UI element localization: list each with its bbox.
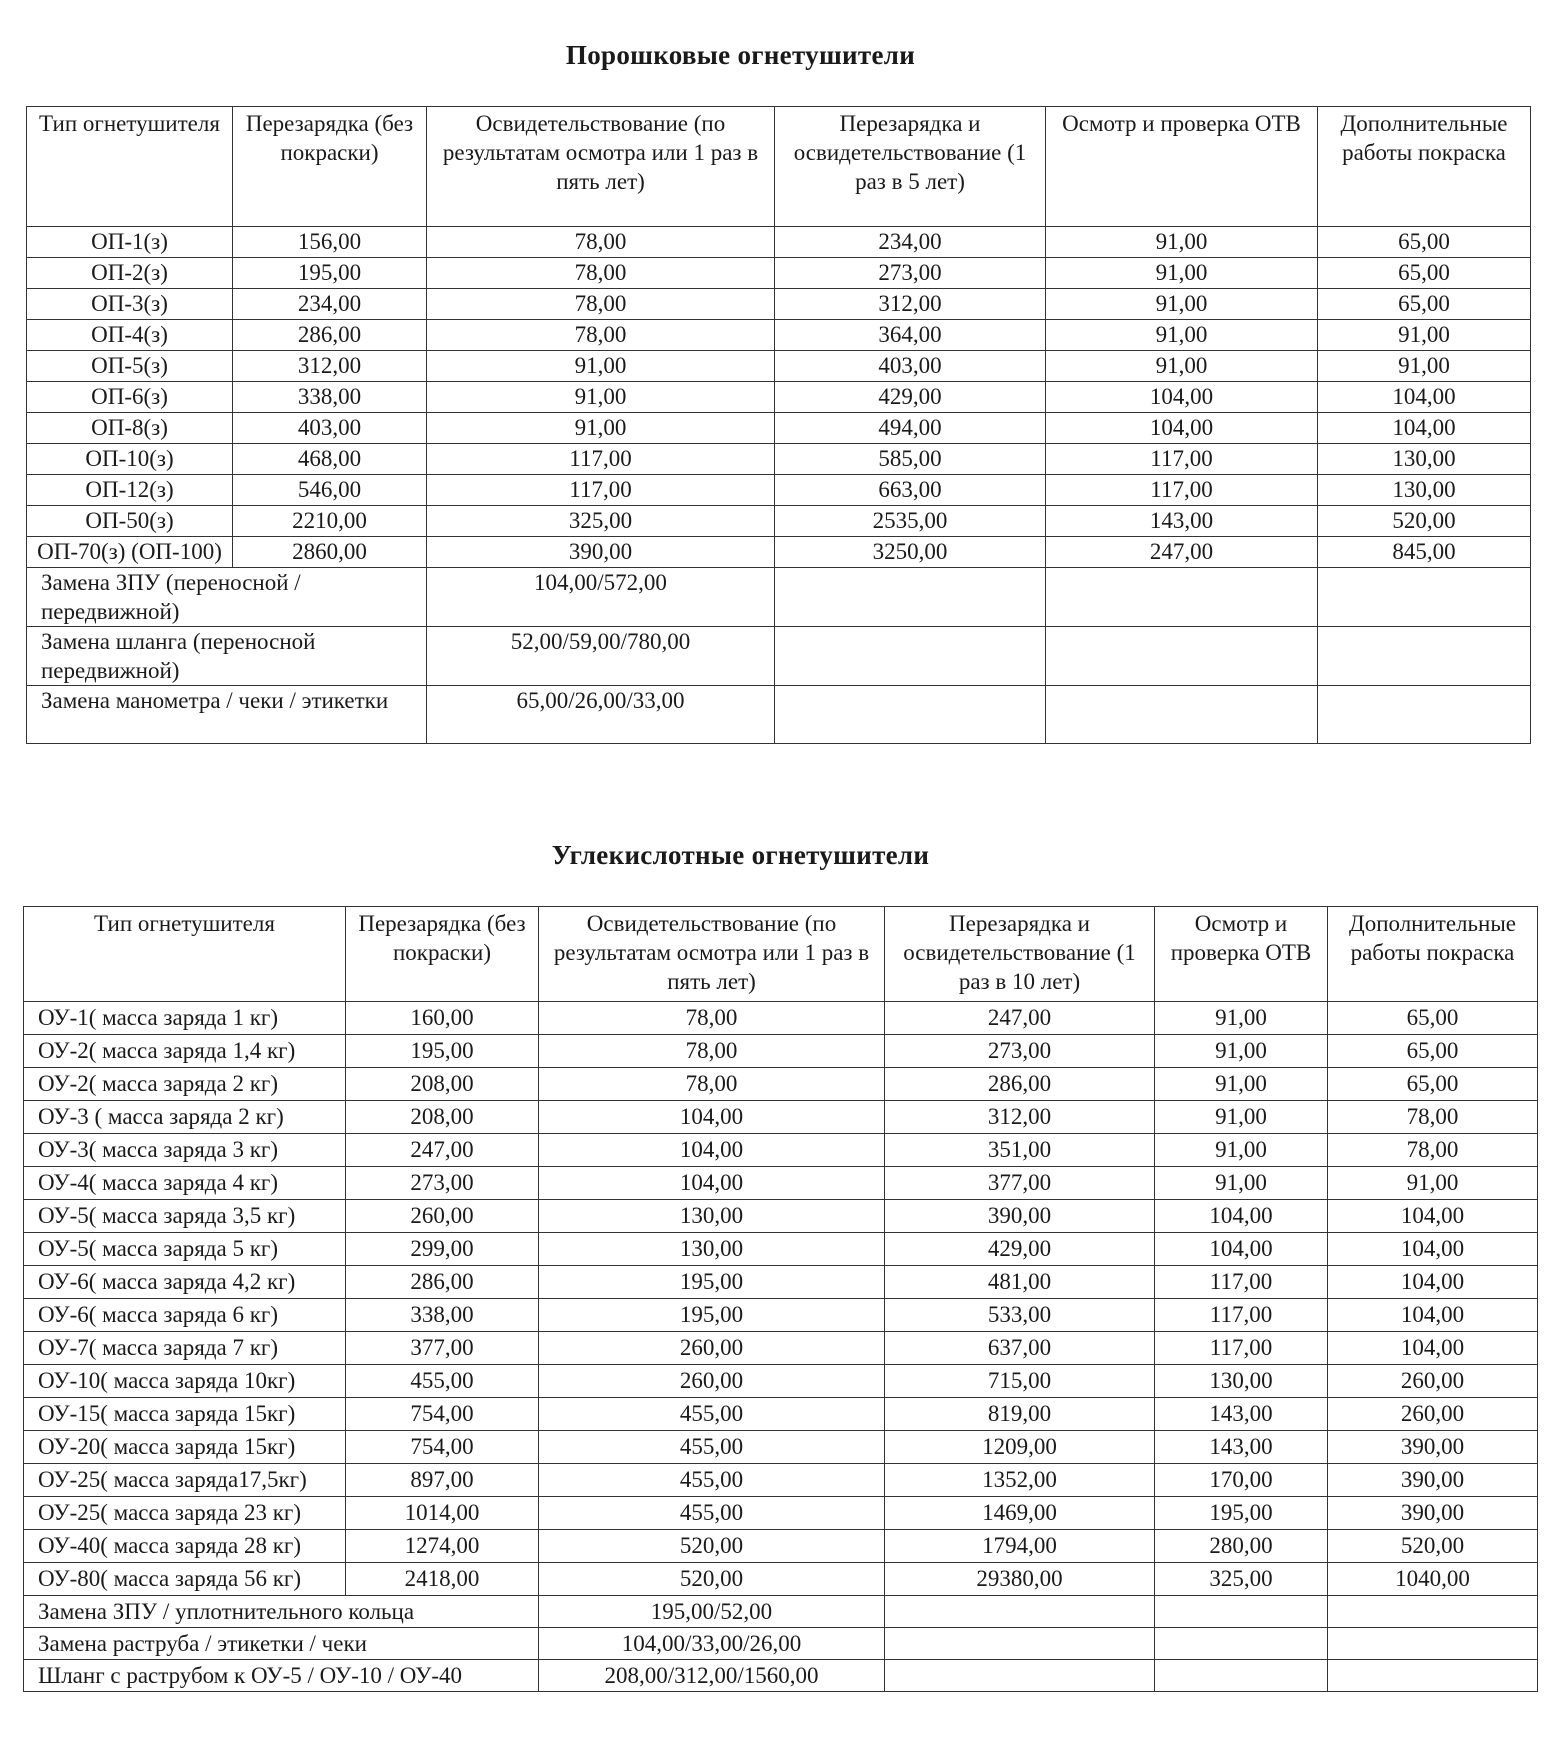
check-cell: 91,00 <box>1155 1002 1328 1035</box>
recharge-cell: 208,00 <box>346 1101 539 1134</box>
recharge-cell: 247,00 <box>346 1134 539 1167</box>
recharge-cell: 403,00 <box>233 413 427 444</box>
inspection-cell: 117,00 <box>427 475 775 506</box>
inspection-cell: 91,00 <box>427 351 775 382</box>
table-row <box>24 1431 1538 1464</box>
type-cell: ОП-5(з) <box>27 351 233 382</box>
extra-cell: 65,00 <box>1318 227 1531 258</box>
empty-cell <box>885 1596 1155 1628</box>
recharge-cell: 2210,00 <box>233 506 427 537</box>
extra-cell: 130,00 <box>1318 444 1531 475</box>
extra-cell: 1040,00 <box>1328 1563 1538 1596</box>
extra-work-label: Замена шланга (переносной передвижной) <box>27 627 427 686</box>
recharge-cell: 2418,00 <box>346 1563 539 1596</box>
check-cell: 104,00 <box>1155 1233 1328 1266</box>
recharge-inspection-cell: 585,00 <box>775 444 1046 475</box>
check-cell: 143,00 <box>1155 1398 1328 1431</box>
col-type-header: Тип огнетушителя <box>24 907 346 1002</box>
empty-cell <box>1155 1596 1328 1628</box>
co2-section-title: Углекислотные огнетушители <box>551 840 930 870</box>
extra-row <box>24 1596 1538 1628</box>
inspection-cell: 260,00 <box>539 1332 885 1365</box>
check-cell: 143,00 <box>1046 506 1318 537</box>
extra-cell: 520,00 <box>1328 1530 1538 1563</box>
recharge-inspection-cell: 663,00 <box>775 475 1046 506</box>
recharge-inspection-cell: 819,00 <box>885 1398 1155 1431</box>
recharge-cell: 1014,00 <box>346 1497 539 1530</box>
inspection-cell: 78,00 <box>539 1068 885 1101</box>
extra-work-price: 104,00/33,00/26,00 <box>539 1628 885 1660</box>
inspection-cell: 78,00 <box>427 289 775 320</box>
check-cell: 117,00 <box>1155 1266 1328 1299</box>
table-row <box>24 1101 1538 1134</box>
type-cell: ОУ-80( масса заряда 56 кг) <box>24 1563 346 1596</box>
type-cell: ОП-6(з) <box>27 382 233 413</box>
table-row <box>24 1563 1538 1596</box>
extra-cell: 390,00 <box>1328 1497 1538 1530</box>
recharge-inspection-cell: 403,00 <box>775 351 1046 382</box>
type-cell: ОУ-3( масса заряда 3 кг) <box>24 1134 346 1167</box>
extra-cell: 65,00 <box>1328 1035 1538 1068</box>
table-row <box>27 289 1531 320</box>
recharge-inspection-cell: 286,00 <box>885 1068 1155 1101</box>
type-cell: ОУ-25( масса заряда17,5кг) <box>24 1464 346 1497</box>
extra-cell: 845,00 <box>1318 537 1531 568</box>
recharge-inspection-cell: 377,00 <box>885 1167 1155 1200</box>
type-cell: ОУ-2( масса заряда 2 кг) <box>24 1068 346 1101</box>
type-cell: ОП-3(з) <box>27 289 233 320</box>
extra-cell: 104,00 <box>1328 1266 1538 1299</box>
check-cell: 117,00 <box>1046 444 1318 475</box>
recharge-inspection-cell: 1209,00 <box>885 1431 1155 1464</box>
empty-cell <box>1328 1660 1538 1692</box>
recharge-inspection-cell: 1352,00 <box>885 1464 1155 1497</box>
type-cell: ОУ-40( масса заряда 28 кг) <box>24 1530 346 1563</box>
recharge-cell: 754,00 <box>346 1431 539 1464</box>
check-cell: 195,00 <box>1155 1497 1328 1530</box>
check-cell: 143,00 <box>1155 1431 1328 1464</box>
inspection-cell: 455,00 <box>539 1497 885 1530</box>
inspection-cell: 78,00 <box>427 258 775 289</box>
extra-row <box>27 568 1531 627</box>
col-extra-header: Дополнительные работы покраска <box>1328 907 1538 1002</box>
powder-price-table <box>26 106 1531 744</box>
type-cell: ОУ-1( масса заряда 1 кг) <box>24 1002 346 1035</box>
extra-cell: 260,00 <box>1328 1398 1538 1431</box>
check-cell: 280,00 <box>1155 1530 1328 1563</box>
table-row <box>27 413 1531 444</box>
recharge-inspection-cell: 429,00 <box>775 382 1046 413</box>
empty-cell <box>1155 1660 1328 1692</box>
recharge-cell: 338,00 <box>346 1299 539 1332</box>
inspection-cell: 325,00 <box>427 506 775 537</box>
table-row <box>27 444 1531 475</box>
col-recharge-inspection-header: Перезарядка и освидетельствование (1 раз в 5 лет) <box>775 107 1046 227</box>
type-cell: ОУ-10( масса заряда 10кг) <box>24 1365 346 1398</box>
type-cell: ОУ-3 ( масса заряда 2 кг) <box>24 1101 346 1134</box>
inspection-cell: 455,00 <box>539 1464 885 1497</box>
extra-work-label: Замена ЗПУ / уплотнительного кольца <box>24 1596 539 1628</box>
type-cell: ОУ-5( масса заряда 5 кг) <box>24 1233 346 1266</box>
table-row <box>27 506 1531 537</box>
extra-cell: 65,00 <box>1318 258 1531 289</box>
empty-cell <box>775 686 1046 744</box>
recharge-cell: 286,00 <box>346 1266 539 1299</box>
check-cell: 91,00 <box>1046 227 1318 258</box>
inspection-cell: 520,00 <box>539 1530 885 1563</box>
check-cell: 104,00 <box>1046 382 1318 413</box>
type-cell: ОП-2(з) <box>27 258 233 289</box>
col-inspection-header: Освидетельствование (по результатам осмотра или 1 раз в пять лет) <box>427 107 775 227</box>
type-cell: ОУ-2( масса заряда 1,4 кг) <box>24 1035 346 1068</box>
type-cell: ОУ-6( масса заряда 4,2 кг) <box>24 1266 346 1299</box>
check-cell: 247,00 <box>1046 537 1318 568</box>
extra-cell: 104,00 <box>1328 1332 1538 1365</box>
recharge-cell: 234,00 <box>233 289 427 320</box>
check-cell: 91,00 <box>1046 351 1318 382</box>
recharge-cell: 455,00 <box>346 1365 539 1398</box>
recharge-cell: 208,00 <box>346 1068 539 1101</box>
check-cell: 91,00 <box>1155 1101 1328 1134</box>
recharge-inspection-cell: 715,00 <box>885 1365 1155 1398</box>
type-cell: ОУ-5( масса заряда 3,5 кг) <box>24 1200 346 1233</box>
table-row <box>24 1398 1538 1431</box>
table-row <box>24 1530 1538 1563</box>
recharge-inspection-cell: 312,00 <box>885 1101 1155 1134</box>
extra-work-price: 65,00/26,00/33,00 <box>427 686 775 744</box>
type-cell: ОУ-6( масса заряда 6 кг) <box>24 1299 346 1332</box>
table-row <box>24 1035 1538 1068</box>
inspection-cell: 520,00 <box>539 1563 885 1596</box>
check-cell: 91,00 <box>1046 320 1318 351</box>
recharge-cell: 1274,00 <box>346 1530 539 1563</box>
inspection-cell: 78,00 <box>427 227 775 258</box>
col-recharge-inspection-header: Перезарядка и освидетельствование (1 раз в 10 лет) <box>885 907 1155 1002</box>
inspection-cell: 104,00 <box>539 1134 885 1167</box>
recharge-inspection-cell: 273,00 <box>775 258 1046 289</box>
extra-cell: 390,00 <box>1328 1464 1538 1497</box>
extra-cell: 104,00 <box>1318 413 1531 444</box>
extra-cell: 65,00 <box>1328 1002 1538 1035</box>
type-cell: ОП-10(з) <box>27 444 233 475</box>
recharge-cell: 286,00 <box>233 320 427 351</box>
extra-cell: 104,00 <box>1328 1299 1538 1332</box>
inspection-cell: 195,00 <box>539 1299 885 1332</box>
extra-cell: 78,00 <box>1328 1101 1538 1134</box>
extra-work-label: Замена ЗПУ (переносной / передвижной) <box>27 568 427 627</box>
table-row <box>24 1497 1538 1530</box>
type-cell: ОП-4(з) <box>27 320 233 351</box>
check-cell: 91,00 <box>1155 1035 1328 1068</box>
table-row <box>24 1167 1538 1200</box>
extra-cell: 104,00 <box>1318 382 1531 413</box>
recharge-inspection-cell: 247,00 <box>885 1002 1155 1035</box>
col-recharge-header: Перезарядка (без покраски) <box>346 907 539 1002</box>
empty-cell <box>1318 627 1531 686</box>
recharge-cell: 312,00 <box>233 351 427 382</box>
check-cell: 91,00 <box>1155 1134 1328 1167</box>
recharge-inspection-cell: 234,00 <box>775 227 1046 258</box>
table-row <box>27 351 1531 382</box>
extra-work-price: 195,00/52,00 <box>539 1596 885 1628</box>
empty-cell <box>1328 1596 1538 1628</box>
empty-cell <box>1318 686 1531 744</box>
inspection-cell: 104,00 <box>539 1101 885 1134</box>
recharge-inspection-cell: 273,00 <box>885 1035 1155 1068</box>
extra-work-label: Замена раструба / этикетки / чеки <box>24 1628 539 1660</box>
recharge-inspection-cell: 494,00 <box>775 413 1046 444</box>
col-check-header: Осмотр и проверка ОТВ <box>1046 107 1318 227</box>
check-cell: 325,00 <box>1155 1563 1328 1596</box>
type-cell: ОП-8(з) <box>27 413 233 444</box>
inspection-cell: 91,00 <box>427 413 775 444</box>
recharge-inspection-cell: 3250,00 <box>775 537 1046 568</box>
table-row <box>27 227 1531 258</box>
empty-cell <box>1328 1628 1538 1660</box>
recharge-inspection-cell: 364,00 <box>775 320 1046 351</box>
inspection-cell: 455,00 <box>539 1431 885 1464</box>
empty-cell <box>1046 686 1318 744</box>
recharge-cell: 468,00 <box>233 444 427 475</box>
inspection-cell: 78,00 <box>539 1035 885 1068</box>
extra-work-label: Шланг с раструбом к ОУ-5 / ОУ-10 / ОУ-40 <box>24 1660 539 1692</box>
recharge-cell: 338,00 <box>233 382 427 413</box>
inspection-cell: 260,00 <box>539 1365 885 1398</box>
table-row <box>24 1266 1538 1299</box>
table-row <box>24 1299 1538 1332</box>
extra-cell: 130,00 <box>1318 475 1531 506</box>
inspection-cell: 455,00 <box>539 1398 885 1431</box>
recharge-cell: 754,00 <box>346 1398 539 1431</box>
table-row <box>24 1068 1538 1101</box>
check-cell: 104,00 <box>1046 413 1318 444</box>
table-row <box>24 1365 1538 1398</box>
recharge-cell: 377,00 <box>346 1332 539 1365</box>
table-row <box>24 1332 1538 1365</box>
extra-cell: 91,00 <box>1318 351 1531 382</box>
extra-cell: 65,00 <box>1328 1068 1538 1101</box>
extra-cell: 260,00 <box>1328 1365 1538 1398</box>
check-cell: 117,00 <box>1155 1332 1328 1365</box>
type-cell: ОУ-15( масса заряда 15кг) <box>24 1398 346 1431</box>
extra-cell: 390,00 <box>1328 1431 1538 1464</box>
recharge-inspection-cell: 351,00 <box>885 1134 1155 1167</box>
inspection-cell: 91,00 <box>427 382 775 413</box>
recharge-cell: 546,00 <box>233 475 427 506</box>
powder-section-title: Порошковые огнетушители <box>565 40 916 70</box>
empty-cell <box>775 627 1046 686</box>
recharge-inspection-cell: 390,00 <box>885 1200 1155 1233</box>
recharge-inspection-cell: 312,00 <box>775 289 1046 320</box>
inspection-cell: 104,00 <box>539 1167 885 1200</box>
type-cell: ОП-12(з) <box>27 475 233 506</box>
recharge-inspection-cell: 29380,00 <box>885 1563 1155 1596</box>
type-cell: ОП-70(з) (ОП-100) <box>27 537 233 568</box>
inspection-cell: 78,00 <box>539 1002 885 1035</box>
extra-cell: 91,00 <box>1318 320 1531 351</box>
check-cell: 117,00 <box>1155 1299 1328 1332</box>
recharge-inspection-cell: 481,00 <box>885 1266 1155 1299</box>
table-row <box>24 1134 1538 1167</box>
recharge-inspection-cell: 1469,00 <box>885 1497 1155 1530</box>
recharge-cell: 195,00 <box>346 1035 539 1068</box>
inspection-cell: 130,00 <box>539 1233 885 1266</box>
recharge-cell: 156,00 <box>233 227 427 258</box>
col-check-header: Осмотр и проверка ОТВ <box>1155 907 1328 1002</box>
type-cell: ОУ-20( масса заряда 15кг) <box>24 1431 346 1464</box>
col-extra-header: Дополнительные работы покраска <box>1318 107 1531 227</box>
empty-cell <box>775 568 1046 627</box>
empty-cell <box>885 1660 1155 1692</box>
check-cell: 170,00 <box>1155 1464 1328 1497</box>
extra-row <box>24 1660 1538 1692</box>
extra-cell: 78,00 <box>1328 1134 1538 1167</box>
check-cell: 130,00 <box>1155 1365 1328 1398</box>
inspection-cell: 195,00 <box>539 1266 885 1299</box>
recharge-cell: 160,00 <box>346 1002 539 1035</box>
check-cell: 91,00 <box>1046 289 1318 320</box>
table-row <box>24 1233 1538 1266</box>
table-row <box>24 1464 1538 1497</box>
table-row <box>27 320 1531 351</box>
col-inspection-header: Освидетельствование (по результатам осмотра или 1 раз в пять лет) <box>539 907 885 1002</box>
check-cell: 91,00 <box>1155 1068 1328 1101</box>
extra-cell: 91,00 <box>1328 1167 1538 1200</box>
extra-row <box>27 686 1531 744</box>
extra-row <box>27 627 1531 686</box>
inspection-cell: 130,00 <box>539 1200 885 1233</box>
col-recharge-header: Перезарядка (без покраски) <box>233 107 427 227</box>
type-cell: ОУ-4( масса заряда 4 кг) <box>24 1167 346 1200</box>
table-row <box>27 258 1531 289</box>
empty-cell <box>885 1628 1155 1660</box>
recharge-cell: 299,00 <box>346 1233 539 1266</box>
extra-cell: 104,00 <box>1328 1200 1538 1233</box>
check-cell: 91,00 <box>1155 1167 1328 1200</box>
empty-cell <box>1155 1628 1328 1660</box>
recharge-cell: 195,00 <box>233 258 427 289</box>
empty-cell <box>1046 568 1318 627</box>
extra-cell: 520,00 <box>1318 506 1531 537</box>
extra-work-price: 208,00/312,00/1560,00 <box>539 1660 885 1692</box>
type-cell: ОУ-25( масса заряда 23 кг) <box>24 1497 346 1530</box>
table-row <box>24 1200 1538 1233</box>
recharge-inspection-cell: 2535,00 <box>775 506 1046 537</box>
check-cell: 117,00 <box>1046 475 1318 506</box>
recharge-cell: 260,00 <box>346 1200 539 1233</box>
extra-work-price: 52,00/59,00/780,00 <box>427 627 775 686</box>
recharge-inspection-cell: 533,00 <box>885 1299 1155 1332</box>
extra-work-price: 104,00/572,00 <box>427 568 775 627</box>
col-type-header: Тип огнетушителя <box>27 107 233 227</box>
extra-cell: 65,00 <box>1318 289 1531 320</box>
extra-work-label: Замена манометра / чеки / этикетки <box>27 686 427 744</box>
recharge-inspection-cell: 637,00 <box>885 1332 1155 1365</box>
recharge-cell: 2860,00 <box>233 537 427 568</box>
table-header-row <box>24 907 1538 1002</box>
type-cell: ОП-1(з) <box>27 227 233 258</box>
check-cell: 91,00 <box>1046 258 1318 289</box>
empty-cell <box>1318 568 1531 627</box>
type-cell: ОП-50(з) <box>27 506 233 537</box>
extra-row <box>24 1628 1538 1660</box>
recharge-inspection-cell: 429,00 <box>885 1233 1155 1266</box>
recharge-inspection-cell: 1794,00 <box>885 1530 1155 1563</box>
check-cell: 104,00 <box>1155 1200 1328 1233</box>
table-header-row <box>27 107 1531 227</box>
extra-cell: 104,00 <box>1328 1233 1538 1266</box>
type-cell: ОУ-7( масса заряда 7 кг) <box>24 1332 346 1365</box>
table-row <box>27 475 1531 506</box>
inspection-cell: 390,00 <box>427 537 775 568</box>
recharge-cell: 897,00 <box>346 1464 539 1497</box>
inspection-cell: 117,00 <box>427 444 775 475</box>
recharge-cell: 273,00 <box>346 1167 539 1200</box>
table-row <box>27 382 1531 413</box>
table-row <box>27 537 1531 568</box>
inspection-cell: 78,00 <box>427 320 775 351</box>
co2-price-table <box>23 906 1538 1692</box>
empty-cell <box>1046 627 1318 686</box>
table-row <box>24 1002 1538 1035</box>
